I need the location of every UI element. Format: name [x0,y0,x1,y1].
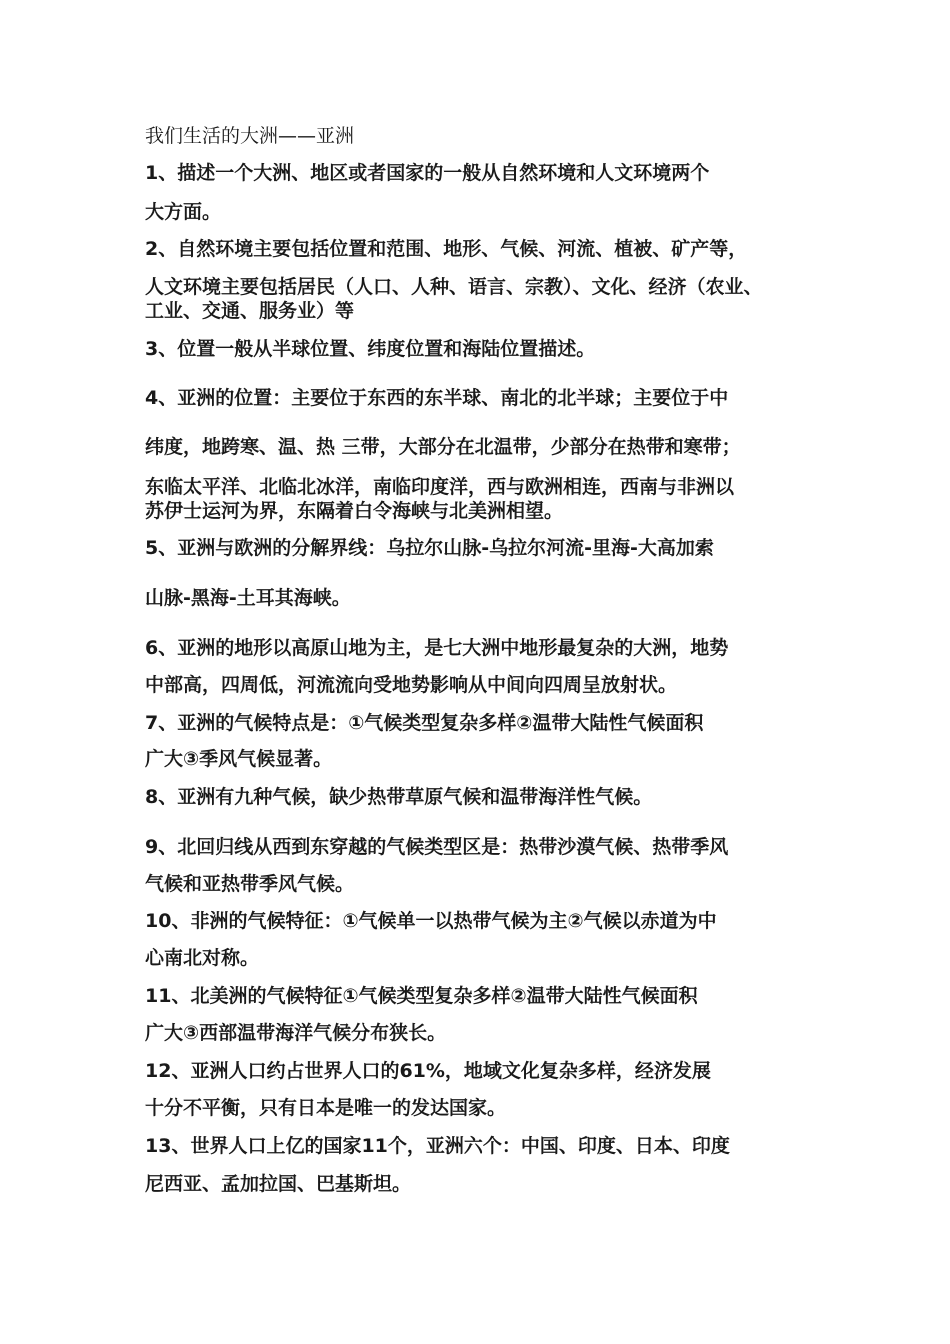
text-line: 10、非洲的气候特征：①气候单一以热带气候为主②气候以赤道为中 [145,910,717,932]
text-line: 气候和亚热带季风气候。 [145,873,355,895]
text-line: 3、位置一般从半球位置、纬度位置和海陆位置描述。 [145,338,596,360]
text-line: 11、北美洲的气候特征①气候类型复杂多样②温带大陆性气候面积 [145,985,698,1007]
text-line: 广大③西部温带海洋气候分布狭长。 [145,1022,447,1044]
text-line: 1、描述一个大洲、地区或者国家的一般从自然环境和人文环境两个 [145,162,710,184]
text-line: 心南北对称。 [145,947,260,969]
text-line: 广大③季风气候显著。 [145,748,333,770]
text-line: 12、亚洲人口约占世界人口的61%，地域文化复杂多样，经济发展 [145,1060,711,1082]
text-line: 十分不平衡，只有日本是唯一的发达国家。 [145,1097,507,1119]
text-line: 工业、交通、服务业）等 [145,300,355,322]
text-line: 中部高，四周低，河流流向受地势影响从中间向四周呈放射状。 [145,674,678,696]
text-line: 5、亚洲与欧洲的分解界线：乌拉尔山脉-乌拉尔河流-里海-大高加索 [145,537,714,559]
text-line: 8、亚洲有九种气候，缺少热带草原气候和温带海洋性气候。 [145,786,653,808]
text-line: 6、亚洲的地形以高原山地为主，是七大洲中地形最复杂的大洲，地势 [145,637,729,659]
text-line: 纬度，地跨寒、温、热 三带，大部分在北温带，少部分在热带和寒带； [145,436,741,458]
text-line: 山脉-黑海-土耳其海峡。 [145,587,351,609]
text-line: 东临太平洋、北临北冰洋，南临印度洋，西与欧洲相连，西南与非洲以 [145,476,735,498]
text-line: 2、自然环境主要包括位置和范围、地形、气候、河流、植被、矿产等， [145,238,748,260]
text-line: 4、亚洲的位置：主要位于东西的东半球、南北的北半球；主要位于中 [145,387,729,409]
text-line: 13、世界人口上亿的国家11个，亚洲六个：中国、印度、日本、印度 [145,1135,730,1157]
text-line: 尼西亚、孟加拉国、巴基斯坦。 [145,1173,412,1195]
text-line: 苏伊士运河为界，东隔着白令海峡与北美洲相望。 [145,500,564,522]
text-line: 9、北回归线从西到东穿越的气候类型区是：热带沙漠气候、热带季风 [145,836,729,858]
document-title: 我们生活的大洲——亚洲 [145,125,355,147]
text-line: 人文环境主要包括居民（人口、人种、语言、宗教）、文化、经济（农业、 [145,276,763,298]
text-line: 大方面。 [145,201,222,223]
text-line: 7、亚洲的气候特点是：①气候类型复杂多样②温带大陆性气候面积 [145,712,704,734]
